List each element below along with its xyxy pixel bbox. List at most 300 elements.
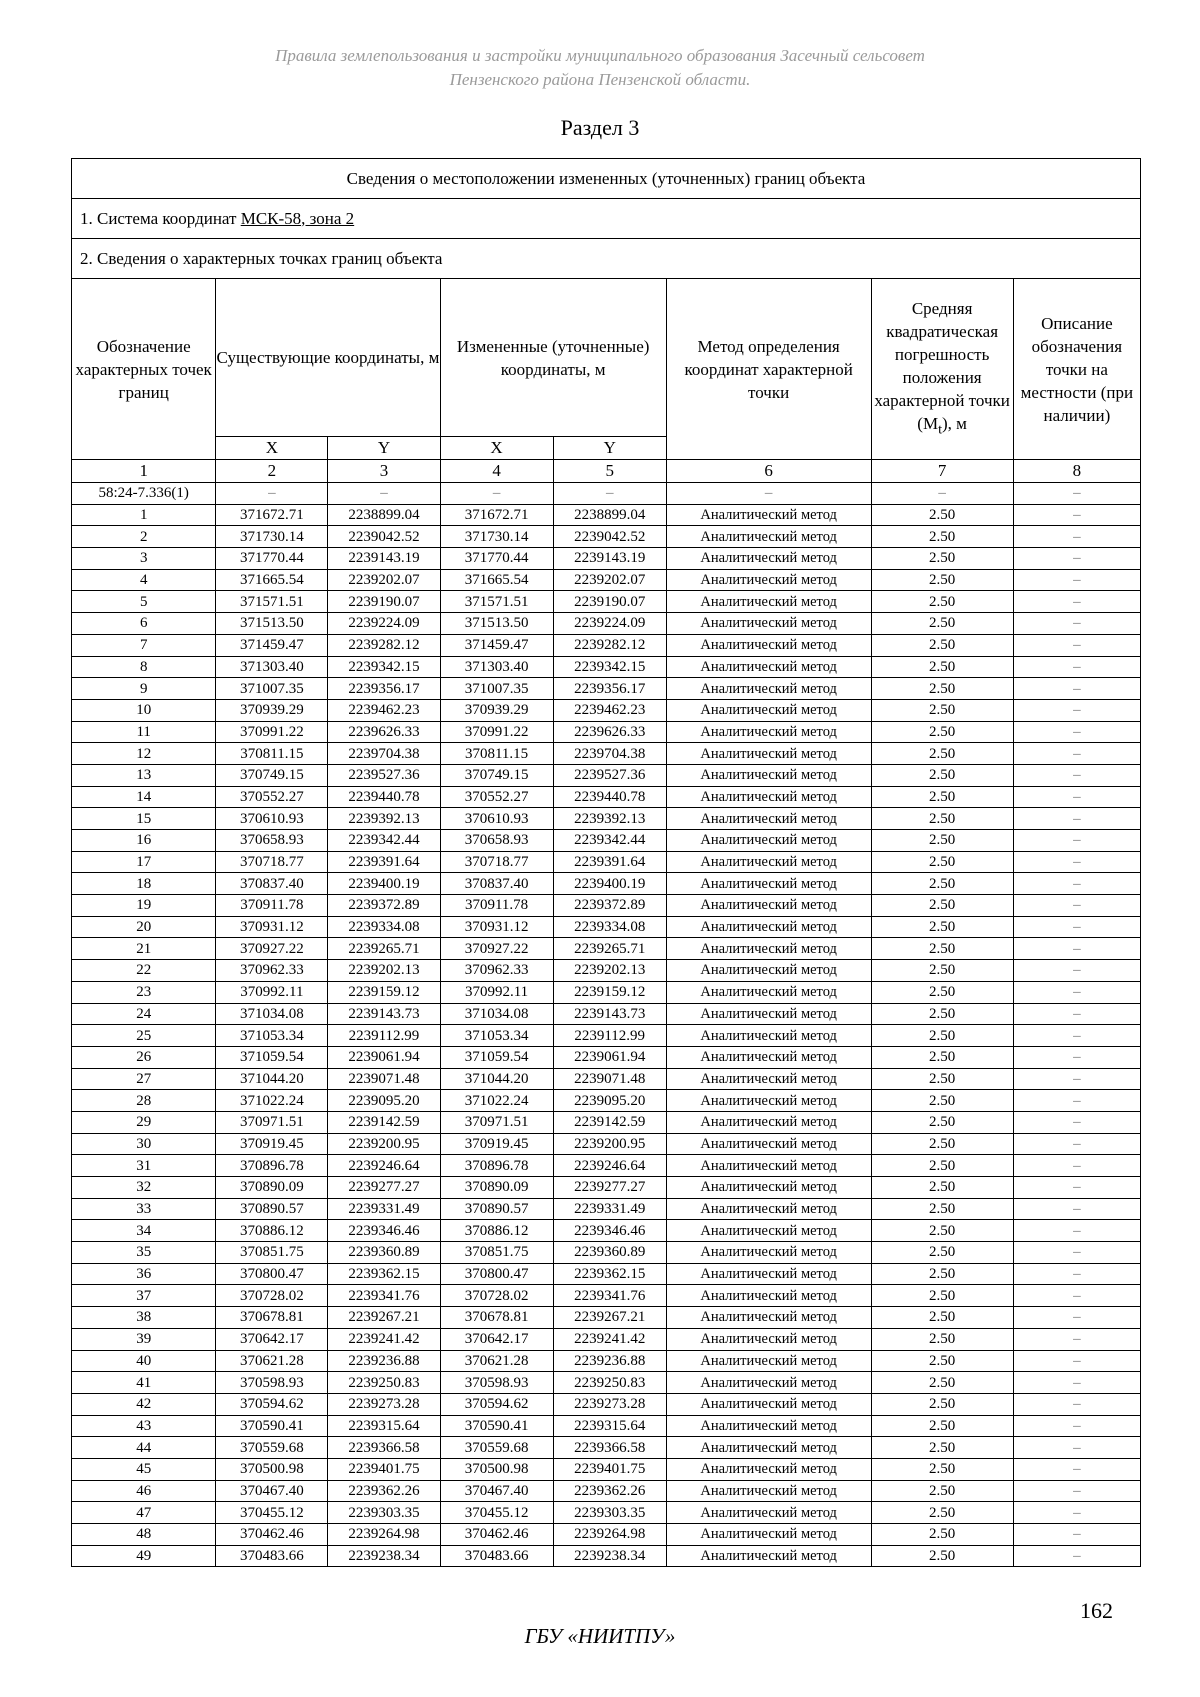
changed-y: 2239112.99 (553, 1025, 666, 1047)
description: – (1013, 678, 1140, 700)
changed-y: 2239366.58 (553, 1437, 666, 1459)
existing-x: 370837.40 (216, 873, 328, 895)
changed-x: 370718.77 (440, 851, 553, 873)
mean-error: 2.50 (871, 1068, 1013, 1090)
mean-error: 2.50 (871, 1242, 1013, 1264)
table-row (72, 699, 1141, 721)
existing-y: 2239236.88 (328, 1350, 440, 1372)
existing-y: 2239143.19 (328, 548, 440, 570)
existing-y: 2239704.38 (328, 743, 440, 765)
changed-x: 370992.11 (440, 981, 553, 1003)
changed-x: 370890.09 (440, 1177, 553, 1199)
existing-x: 370678.81 (216, 1307, 328, 1329)
table-cell: – (666, 483, 871, 505)
existing-x: 370552.27 (216, 786, 328, 808)
changed-x: 370919.45 (440, 1133, 553, 1155)
description: – (1013, 743, 1140, 765)
method: Аналитический метод (666, 764, 871, 786)
table-row (72, 1111, 1141, 1133)
description: – (1013, 1090, 1140, 1112)
method: Аналитический метод (666, 981, 871, 1003)
changed-y: 2239704.38 (553, 743, 666, 765)
point-number: 45 (72, 1458, 216, 1480)
existing-x: 370658.93 (216, 830, 328, 852)
description: – (1013, 634, 1140, 656)
column-number: 8 (1013, 460, 1140, 483)
table-cell: – (440, 483, 553, 505)
changed-x: 370811.15 (440, 743, 553, 765)
existing-x: 370455.12 (216, 1502, 328, 1524)
changed-y: 2239265.71 (553, 938, 666, 960)
mean-error: 2.50 (871, 1480, 1013, 1502)
method: Аналитический метод (666, 1524, 871, 1546)
mean-error: 2.50 (871, 1220, 1013, 1242)
point-number: 24 (72, 1003, 216, 1025)
subscript-t: t (938, 421, 943, 438)
column-number: 7 (871, 460, 1013, 483)
point-number: 46 (72, 1480, 216, 1502)
existing-x: 370598.93 (216, 1372, 328, 1394)
changed-x: 370890.57 (440, 1198, 553, 1220)
mean-error: 2.50 (871, 548, 1013, 570)
table-row (72, 1437, 1141, 1459)
method: Аналитический метод (666, 830, 871, 852)
table-cell: – (216, 483, 328, 505)
description: – (1013, 504, 1140, 526)
changed-x: 370991.22 (440, 721, 553, 743)
existing-y: 2239331.49 (328, 1198, 440, 1220)
existing-y: 2239392.13 (328, 808, 440, 830)
changed-y: 2239400.19 (553, 873, 666, 895)
changed-y: 2239246.64 (553, 1155, 666, 1177)
table-row (72, 1155, 1141, 1177)
changed-x: 370927.22 (440, 938, 553, 960)
point-number: 30 (72, 1133, 216, 1155)
table-row (72, 830, 1141, 852)
existing-y: 2239356.17 (328, 678, 440, 700)
header-changed-y: Y (553, 437, 666, 460)
changed-y: 2239356.17 (553, 678, 666, 700)
description: – (1013, 1068, 1140, 1090)
existing-y: 2239342.44 (328, 830, 440, 852)
table-row (72, 1198, 1141, 1220)
mean-error: 2.50 (871, 851, 1013, 873)
mean-error: 2.50 (871, 699, 1013, 721)
description: – (1013, 569, 1140, 591)
header-mean-error: Средняя квадратическая погрешность положения характерной точки $(M_t)$, м (871, 279, 1013, 460)
point-number: 20 (72, 916, 216, 938)
method: Аналитический метод (666, 1437, 871, 1459)
changed-x: 371665.54 (440, 569, 553, 591)
table-row (72, 916, 1141, 938)
table-row (72, 938, 1141, 960)
point-number: 32 (72, 1177, 216, 1199)
table-row (72, 1177, 1141, 1199)
changed-y: 2239362.26 (553, 1480, 666, 1502)
existing-x: 371022.24 (216, 1090, 328, 1112)
running-header-line-2: Пензенского района Пензенской области. (449, 70, 751, 89)
existing-y: 2239224.09 (328, 613, 440, 635)
description: – (1013, 916, 1140, 938)
existing-x: 371665.54 (216, 569, 328, 591)
changed-x: 371044.20 (440, 1068, 553, 1090)
method: Аналитический метод (666, 1458, 871, 1480)
description: – (1013, 1242, 1140, 1264)
changed-x: 371672.71 (440, 504, 553, 526)
table-cell: – (871, 483, 1013, 505)
existing-x: 370931.12 (216, 916, 328, 938)
changed-x: 371053.34 (440, 1025, 553, 1047)
description: – (1013, 1524, 1140, 1546)
method: Аналитический метод (666, 1307, 871, 1329)
table-row (72, 1003, 1141, 1025)
changed-x: 371513.50 (440, 613, 553, 635)
existing-y: 2239362.26 (328, 1480, 440, 1502)
point-number: 21 (72, 938, 216, 960)
point-number: 29 (72, 1111, 216, 1133)
method: Аналитический метод (666, 1350, 871, 1372)
column-number: 2 (216, 460, 328, 483)
points-info-row: 2. Сведения о характерных точках границ объекта (72, 239, 1141, 279)
changed-y: 2239143.73 (553, 1003, 666, 1025)
table-row (72, 634, 1141, 656)
method: Аналитический метод (666, 1090, 871, 1112)
existing-x: 370886.12 (216, 1220, 328, 1242)
changed-x: 370598.93 (440, 1372, 553, 1394)
existing-y: 2239246.64 (328, 1155, 440, 1177)
mean-error: 2.50 (871, 1415, 1013, 1437)
point-number: 7 (72, 634, 216, 656)
changed-y: 2239273.28 (553, 1393, 666, 1415)
changed-y: 2239360.89 (553, 1242, 666, 1264)
existing-x: 370890.09 (216, 1177, 328, 1199)
changed-x: 370911.78 (440, 895, 553, 917)
changed-y: 2239190.07 (553, 591, 666, 613)
existing-x: 370971.51 (216, 1111, 328, 1133)
existing-y: 2239095.20 (328, 1090, 440, 1112)
method: Аналитический метод (666, 786, 871, 808)
header-changed-x: X (440, 437, 553, 460)
existing-y: 2239241.42 (328, 1328, 440, 1350)
table-row (72, 613, 1141, 635)
existing-x: 370890.57 (216, 1198, 328, 1220)
method: Аналитический метод (666, 656, 871, 678)
existing-x: 370462.46 (216, 1524, 328, 1546)
changed-x: 370559.68 (440, 1437, 553, 1459)
method: Аналитический метод (666, 699, 871, 721)
changed-y: 2239241.42 (553, 1328, 666, 1350)
table-row (72, 1502, 1141, 1524)
existing-y: 2239341.76 (328, 1285, 440, 1307)
existing-y: 2238899.04 (328, 504, 440, 526)
method: Аналитический метод (666, 1068, 871, 1090)
point-number: 44 (72, 1437, 216, 1459)
description: – (1013, 1285, 1140, 1307)
mean-error: 2.50 (871, 1350, 1013, 1372)
method: Аналитический метод (666, 1198, 871, 1220)
description: – (1013, 1111, 1140, 1133)
changed-x: 370590.41 (440, 1415, 553, 1437)
changed-x: 370749.15 (440, 764, 553, 786)
point-number: 14 (72, 786, 216, 808)
existing-y: 2239142.59 (328, 1111, 440, 1133)
changed-y: 2239315.64 (553, 1415, 666, 1437)
mean-error: 2.50 (871, 1025, 1013, 1047)
mean-error: 2.50 (871, 830, 1013, 852)
mean-error: 2.50 (871, 634, 1013, 656)
point-number: 35 (72, 1242, 216, 1264)
changed-x: 370467.40 (440, 1480, 553, 1502)
existing-x: 370811.15 (216, 743, 328, 765)
changed-y: 2239159.12 (553, 981, 666, 1003)
table-row (72, 1415, 1141, 1437)
changed-y: 2239142.59 (553, 1111, 666, 1133)
footer-organization: ГБУ «НИИТПУ» (524, 1624, 676, 1648)
existing-y: 2239265.71 (328, 938, 440, 960)
mean-error: 2.50 (871, 678, 1013, 700)
existing-y: 2239303.35 (328, 1502, 440, 1524)
method: Аналитический метод (666, 1133, 871, 1155)
mean-error: 2.50 (871, 1524, 1013, 1546)
changed-y: 2239264.98 (553, 1524, 666, 1546)
method: Аналитический метод (666, 743, 871, 765)
existing-x: 371034.08 (216, 1003, 328, 1025)
mean-error: 2.50 (871, 981, 1013, 1003)
mean-error: 2.50 (871, 613, 1013, 635)
point-number: 6 (72, 613, 216, 635)
point-number: 15 (72, 808, 216, 830)
description: – (1013, 1263, 1140, 1285)
changed-x: 370971.51 (440, 1111, 553, 1133)
changed-y: 2239202.13 (553, 960, 666, 982)
changed-x: 370462.46 (440, 1524, 553, 1546)
existing-x: 371053.34 (216, 1025, 328, 1047)
existing-y: 2239527.36 (328, 764, 440, 786)
table-row (72, 764, 1141, 786)
header-changed-coords: Измененные (уточненные) координаты, м (440, 279, 666, 437)
description: – (1013, 526, 1140, 548)
changed-x: 370621.28 (440, 1350, 553, 1372)
table-row (72, 808, 1141, 830)
changed-y: 2239267.21 (553, 1307, 666, 1329)
description: – (1013, 1133, 1140, 1155)
description: – (1013, 764, 1140, 786)
changed-x: 370642.17 (440, 1328, 553, 1350)
mean-error: 2.50 (871, 1372, 1013, 1394)
point-number: 11 (72, 721, 216, 743)
description: – (1013, 830, 1140, 852)
changed-x: 370455.12 (440, 1502, 553, 1524)
existing-y: 2239267.21 (328, 1307, 440, 1329)
description: – (1013, 895, 1140, 917)
method: Аналитический метод (666, 895, 871, 917)
description: – (1013, 1198, 1140, 1220)
method: Аналитический метод (666, 1285, 871, 1307)
description: – (1013, 613, 1140, 635)
changed-x: 371022.24 (440, 1090, 553, 1112)
existing-y: 2239391.64 (328, 851, 440, 873)
existing-x: 370896.78 (216, 1155, 328, 1177)
description: – (1013, 699, 1140, 721)
existing-x: 370800.47 (216, 1263, 328, 1285)
changed-x: 370931.12 (440, 916, 553, 938)
changed-x: 371459.47 (440, 634, 553, 656)
changed-y: 2239440.78 (553, 786, 666, 808)
existing-y: 2239250.83 (328, 1372, 440, 1394)
existing-y: 2239202.13 (328, 960, 440, 982)
existing-y: 2239315.64 (328, 1415, 440, 1437)
existing-y: 2239400.19 (328, 873, 440, 895)
changed-x: 370658.93 (440, 830, 553, 852)
mean-error: 2.50 (871, 569, 1013, 591)
existing-x: 370590.41 (216, 1415, 328, 1437)
mean-error: 2.50 (871, 786, 1013, 808)
coordinate-system-value: МСК-58, зона 2 (240, 208, 355, 228)
table-row (72, 1350, 1141, 1372)
existing-y: 2239042.52 (328, 526, 440, 548)
mean-error: 2.50 (871, 526, 1013, 548)
table-row (72, 1133, 1141, 1155)
existing-y: 2239626.33 (328, 721, 440, 743)
table-row (72, 1090, 1141, 1112)
method: Аналитический метод (666, 634, 871, 656)
point-number: 42 (72, 1393, 216, 1415)
point-number: 39 (72, 1328, 216, 1350)
header-method: Метод определения координат характерной точки (666, 279, 871, 460)
changed-y: 2239061.94 (553, 1046, 666, 1068)
changed-x: 370594.62 (440, 1393, 553, 1415)
existing-x: 370992.11 (216, 981, 328, 1003)
changed-y: 2239224.09 (553, 613, 666, 635)
mean-error: 2.50 (871, 895, 1013, 917)
method: Аналитический метод (666, 1155, 871, 1177)
changed-y: 2239331.49 (553, 1198, 666, 1220)
changed-y: 2239202.07 (553, 569, 666, 591)
changed-x: 370886.12 (440, 1220, 553, 1242)
method: Аналитический метод (666, 1111, 871, 1133)
table-row (72, 526, 1141, 548)
table-row (72, 1372, 1141, 1394)
changed-y: 2239277.27 (553, 1177, 666, 1199)
existing-x: 370728.02 (216, 1285, 328, 1307)
table-row (72, 1458, 1141, 1480)
changed-x: 370962.33 (440, 960, 553, 982)
existing-x: 370594.62 (216, 1393, 328, 1415)
description: – (1013, 851, 1140, 873)
method: Аналитический метод (666, 851, 871, 873)
page-number: 162 (1080, 1598, 1113, 1623)
changed-y: 2239401.75 (553, 1458, 666, 1480)
method: Аналитический метод (666, 1003, 871, 1025)
existing-y: 2239401.75 (328, 1458, 440, 1480)
existing-x: 370927.22 (216, 938, 328, 960)
description: – (1013, 1155, 1140, 1177)
header-description: Описание обозначения точки на местности (при наличии) (1013, 279, 1140, 460)
method: Аналитический метод (666, 938, 871, 960)
mean-error: 2.50 (871, 1133, 1013, 1155)
table-row (72, 1524, 1141, 1546)
column-number: 3 (328, 460, 440, 483)
existing-y: 2239372.89 (328, 895, 440, 917)
point-number: 47 (72, 1502, 216, 1524)
method: Аналитический метод (666, 1545, 871, 1567)
description: – (1013, 960, 1140, 982)
description: – (1013, 808, 1140, 830)
existing-x: 371059.54 (216, 1046, 328, 1068)
header-existing-x: X (216, 437, 328, 460)
existing-x: 371571.51 (216, 591, 328, 613)
changed-y: 2239238.34 (553, 1545, 666, 1567)
boundary-points-table (71, 158, 1141, 1567)
point-number: 8 (72, 656, 216, 678)
mean-error: 2.50 (871, 1393, 1013, 1415)
mean-error: 2.50 (871, 1198, 1013, 1220)
method: Аналитический метод (666, 1177, 871, 1199)
changed-x: 371730.14 (440, 526, 553, 548)
method: Аналитический метод (666, 569, 871, 591)
table-row (72, 1025, 1141, 1047)
existing-x: 371730.14 (216, 526, 328, 548)
description: – (1013, 1393, 1140, 1415)
point-number: 31 (72, 1155, 216, 1177)
existing-x: 370500.98 (216, 1458, 328, 1480)
method: Аналитический метод (666, 1393, 871, 1415)
column-number: 1 (72, 460, 216, 483)
table-row (72, 1545, 1141, 1567)
existing-x: 371459.47 (216, 634, 328, 656)
coordinate-system-row (72, 199, 1141, 239)
column-number: 6 (666, 460, 871, 483)
mean-error: 2.50 (871, 938, 1013, 960)
existing-y: 2239277.27 (328, 1177, 440, 1199)
column-number: 5 (553, 460, 666, 483)
changed-x: 370939.29 (440, 699, 553, 721)
existing-x: 370559.68 (216, 1437, 328, 1459)
mean-error: 2.50 (871, 873, 1013, 895)
existing-y: 2239462.23 (328, 699, 440, 721)
point-number: 37 (72, 1285, 216, 1307)
existing-y: 2239071.48 (328, 1068, 440, 1090)
point-number: 12 (72, 743, 216, 765)
changed-y: 2238899.04 (553, 504, 666, 526)
table-row (72, 1328, 1141, 1350)
existing-x: 371770.44 (216, 548, 328, 570)
point-number: 5 (72, 591, 216, 613)
changed-x: 370678.81 (440, 1307, 553, 1329)
existing-x: 370991.22 (216, 721, 328, 743)
coordinate-system-label: 1. Система координат (80, 208, 241, 228)
table-row (72, 786, 1141, 808)
header-existing-y: Y (328, 437, 440, 460)
description: – (1013, 938, 1140, 960)
changed-x: 371007.35 (440, 678, 553, 700)
method: Аналитический метод (666, 1025, 871, 1047)
table-cell: – (328, 483, 440, 505)
existing-y: 2239143.73 (328, 1003, 440, 1025)
point-number: 13 (72, 764, 216, 786)
changed-y: 2239250.83 (553, 1372, 666, 1394)
changed-y: 2239303.35 (553, 1502, 666, 1524)
changed-x: 371770.44 (440, 548, 553, 570)
table-row (72, 960, 1141, 982)
existing-y: 2239346.46 (328, 1220, 440, 1242)
existing-x: 370939.29 (216, 699, 328, 721)
table-title: Сведения о местоположении измененных (уточненных) границ объекта (72, 159, 1141, 199)
method: Аналитический метод (666, 526, 871, 548)
point-number: 34 (72, 1220, 216, 1242)
description: – (1013, 1480, 1140, 1502)
mean-error: 2.50 (871, 1046, 1013, 1068)
